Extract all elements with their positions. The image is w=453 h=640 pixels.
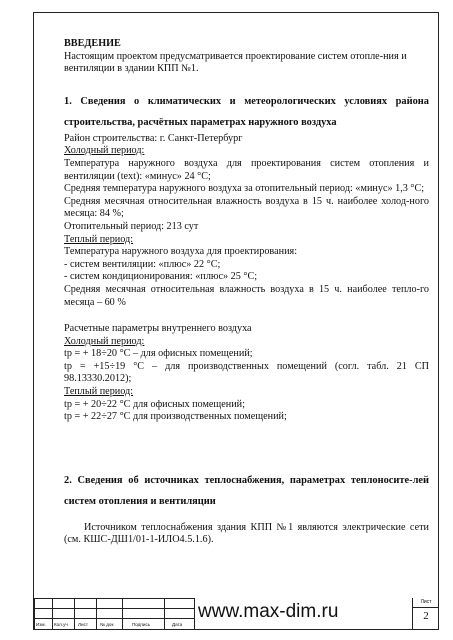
warm-item: Температура наружного воздуха для проектирования:	[64, 246, 298, 258]
section2-heading: 2. Сведения об источниках теплоснабжения, параметрах теплоносите-лей систем отопления и вентиляции	[64, 474, 429, 507]
indoor-warm-label: Теплый период:	[64, 386, 134, 398]
intro-title: ВВЕДЕНИЕ	[64, 38, 121, 49]
cold-item: Температура наружного воздуха для проектирования систем отопления и вентиляции (text): «минус» 24 °С;	[64, 157, 429, 182]
indoor-cold-label: Холодный период:	[64, 335, 145, 347]
warm-period-label: Теплый период:	[64, 233, 134, 245]
title-block-col-label: Изм.	[36, 622, 46, 627]
warm-item: - систем кондиционирования: «плюс» 25 °С;	[64, 271, 258, 283]
title-block-col-label: № док	[100, 622, 114, 627]
indoor-cold-item: tр = +15÷19 °С – для производственных помещений (согл. табл. 21 СП 98.13330.2012);	[64, 360, 429, 385]
title-block-col-label: Лист	[78, 622, 88, 627]
location-text: Район строительства: г. Санкт-Петербург	[64, 132, 243, 144]
indoor-warm-item: tр = + 20÷22 °С для офисных помещений;	[64, 398, 245, 410]
website-watermark: www.max-dim.ru	[198, 601, 339, 622]
cold-item: Средняя месячная относительная влажность воздуха в 15 ч. наиболее холод-ного месяца: 84 %;	[64, 195, 429, 220]
indoor-title: Расчетные параметры внутреннего воздуха	[64, 323, 252, 335]
warm-item: Средняя месячная относительная влажность воздуха в 15 ч. наиболее тепло-го месяца – 60 %	[64, 283, 429, 308]
document-content	[64, 38, 429, 547]
sheet-label: Лист	[413, 598, 439, 608]
cold-item: Отопительный период: 213 сут	[64, 220, 199, 232]
title-block-col-label: Дата	[172, 622, 183, 627]
sheet-number-box	[412, 598, 439, 629]
title-block	[34, 598, 438, 629]
cold-period-label: Холодный период:	[64, 145, 145, 157]
title-block-col-label: Подпись	[132, 622, 151, 627]
indoor-warm-item: tр = + 22÷27 °С для производственных помещений;	[64, 411, 287, 423]
section2-text: Источником теплоснабжения здания КПП №1 являются электрические сети (см. КШС-ДШ1/01-1-ИЛО4.5.1.6).	[64, 521, 429, 546]
sheet-number: 2	[423, 610, 429, 622]
indoor-cold-item: tр = + 18÷20 °С – для офисных помещений;	[64, 348, 253, 360]
intro-text: Настоящим проектом предусматривается проектирование систем отопле-ния и вентиляции в здании КПП №1.	[64, 50, 407, 75]
cold-item: Средняя температура наружного воздуха за отопительный период: «минус» 1,3 °С;	[64, 183, 425, 195]
title-block-col-label: Кол.уч	[54, 622, 68, 627]
warm-item: - систем вентиляции: «плюс» 22 °С;	[64, 258, 221, 270]
section1-heading: 1. Сведения о климатических и метеорологических условиях района строительства, расчётных параметрах наружного воздуха	[64, 95, 429, 128]
title-block-grid	[34, 598, 194, 629]
